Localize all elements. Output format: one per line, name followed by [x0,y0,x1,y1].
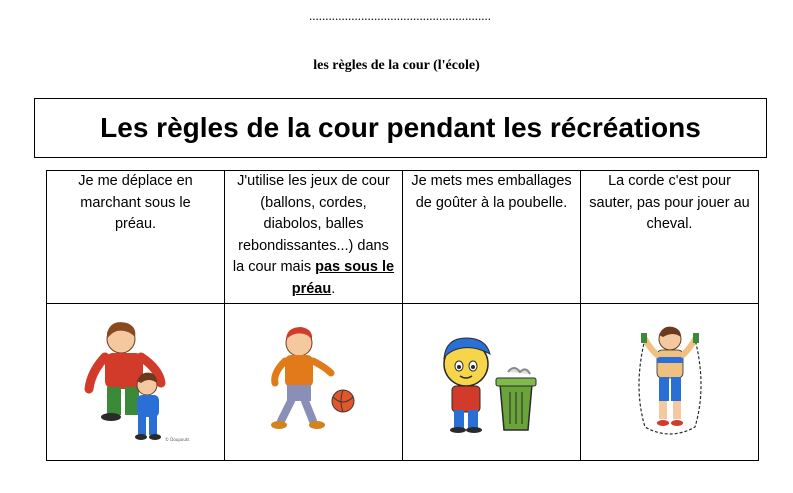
rule-3-image-cell [403,304,581,461]
rule-4-text-cell [581,171,759,304]
title-box [34,98,767,158]
jump-rope-icon [615,317,725,447]
rule-1-image-cell [47,304,225,461]
rules-image-row [47,304,759,461]
name-line: ........................................................ [309,8,491,23]
rules-text-row [47,171,759,304]
page-title: Les règles de la cour pendant les récréations [100,112,701,143]
rule-1-text: Je me déplace en marchant sous le préau. [78,173,193,232]
rule-2-text-end: . [331,280,336,297]
boy-playing-ball-icon [259,317,369,447]
rules-table [46,170,759,461]
rule-3-text-cell [403,171,581,304]
rule-2-text-main: J'utilise les jeux de cour (ballons, cordes, diabolos, balles rebondissantes...) dans la cour mais [232,173,390,275]
rule-1-text-cell [47,171,225,304]
rule-4-text: La corde c'est pour sauter, pas pour jouer au cheval. [589,173,750,232]
rule-2-image-cell [225,304,403,461]
rule-3-text: Je mets mes emballages de goûter à la poubelle. [411,173,572,211]
boy-trash-can-icon [432,322,552,442]
boys-walking-icon [81,317,191,447]
rule-4-image-cell [581,304,759,461]
rule-2-text [225,171,402,300]
rule-2-text-cell [225,171,403,304]
document-subtitle: les règles de la cour (l'école) [313,58,480,73]
rule-2-text-emphasis: pas sous le préau [291,259,395,297]
image-credit: © Doupouts [164,437,190,442]
